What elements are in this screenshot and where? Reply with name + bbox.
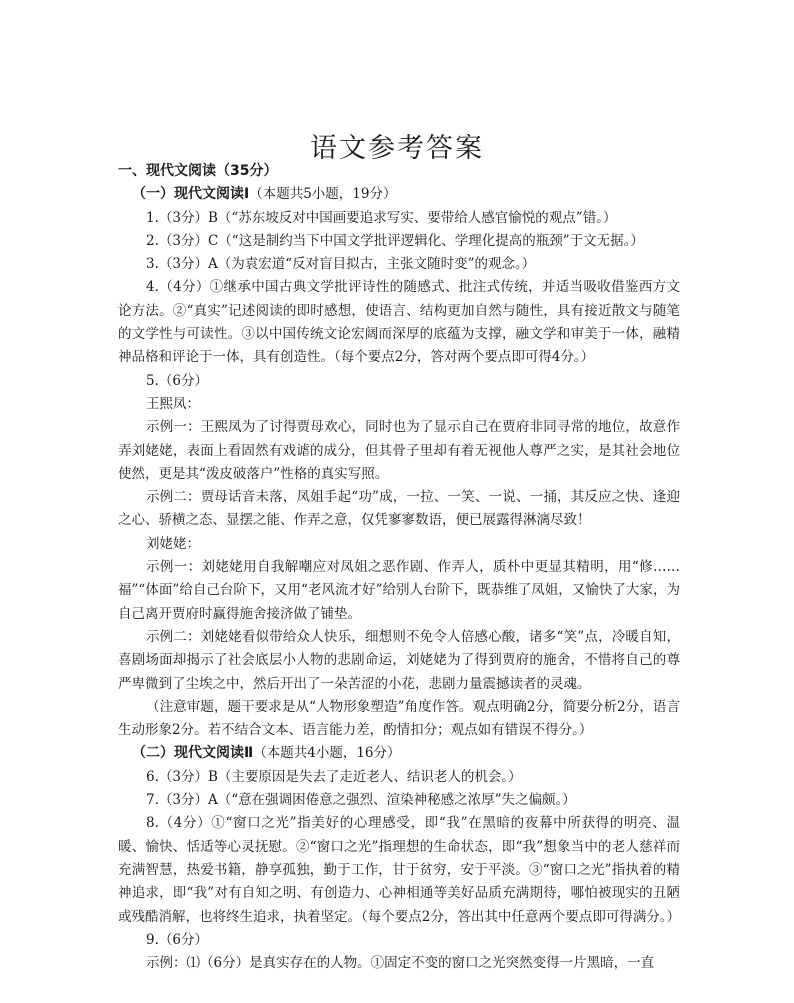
section-heading: 一、现代文阅读（35分） <box>118 163 278 179</box>
character-label-liu: 刘姥姥： <box>146 535 200 552</box>
subsection-heading-1 <box>118 183 680 206</box>
character-label-wang: 王熙凤： <box>146 395 200 412</box>
answer-2: 2.（3分）C（“这是制约当下中国文学批评逻辑化、学理化提高的瓶颈”于文无据。） <box>146 232 644 249</box>
example-wang-1: 示例一：王熙凤为了讨得贾母欢心，同时也为了显示自己在贾府非同寻常的地位，故意作弄刘姥姥，表面上看固然有戏谑的成分，但其骨子里却有着无视他人尊严之实，是其社会地位使然，更是其“泼皮破落户”性格的真实写照。 <box>118 419 680 482</box>
example-9: 示例：⑴（6分）是真实存在的人物。①固定不变的窗口之光突然变得一片黑暗，一直 <box>146 955 655 972</box>
answer-4: 4.（4分）①继承中国古典文学批评诗性的随感式、批注式传统，并适当吸收借鉴西方文论方法。②“真实”记述阅读的即时感想，使语言、结构更加自然与随性，具有接近散文与随笔的文学性与可读性。③以中国传统文论宏阔而深厚的底蕴为支撑，融文学和审美于一体，融精神品格和评论于一体，具有创造性。（每个要点2分，答对两个要点即可得4分。） <box>118 279 680 366</box>
subsection-title: （一）现代文阅读Ⅰ <box>132 186 250 203</box>
scoring-note: （注意审题，题干要求是从“人物形象塑造”角度作答。观点明确2分，简要分析2分，语言生动形象2分。若不结合文本、语言能力差，酌情扣分；观点如有错误不得分。） <box>118 698 680 739</box>
answer-7: 7.（3分）A（“意在强调困倦意之强烈、渲染神秘感之浓厚”失之偏颇。） <box>146 792 576 809</box>
subsection-heading-2 <box>118 742 680 765</box>
answer-5: 5.（6分） <box>146 372 208 389</box>
document-body <box>118 160 680 975</box>
subsection-note: （本题共4小题，16分） <box>253 745 401 762</box>
answer-6: 6.（3分）B（主要原因是失去了走近老人、结识老人的机会。） <box>146 768 522 785</box>
example-wang-2: 示例二：贾母话音未落，凤姐手起“功”成，一拉、一笑、一说、一捅，其反应之快、逢迎之心、骄横之态、显摆之能、作弄之意，仅凭寥寥数语，便已展露得淋漓尽致！ <box>118 489 680 529</box>
subsection-title: （二）现代文阅读Ⅱ <box>132 745 254 762</box>
page-title: 语文参考答案 <box>310 133 484 164</box>
answer-9: 9.（6分） <box>146 931 208 948</box>
answer-1: 1.（3分）B（“苏东坡反对中国画要追求写实、要带给人感官愉悦的观点”错。） <box>146 209 617 226</box>
subsection-note: （本题共5小题，19分） <box>249 186 397 203</box>
answer-3: 3.（3分）A（为袁宏道“反对盲目拟古，主张文随时变”的观念。） <box>146 256 536 273</box>
answer-8: 8.（4分）①“窗口之光”指美好的心理感受，即“我”在黑暗的夜幕中所获得的明亮、温暖、愉快、恬适等心灵抚慰。②“窗口之光”指理想的生命状态，即“我”想象当中的老人慈祥而充满智慧，热爱书籍，静享孤独，勤于工作，甘于贫穷，安于平淡。③“窗口之光”指执着的精神追求，即“我”对有自知之明、有创造力、心神相通等美好品质充满期待，哪怕被现实的丑陋或残酷消解，也将终生追求，执着坚定。（每个要点2分，答出其中任意两个要点即可得满分。） <box>118 815 681 925</box>
example-liu-1: 示例一：刘姥姥用自我解嘲应对凤姐之恶作剧、作弄人，质朴中更显其精明，用“修……福”“体面”给自己台阶下，又用“老风流才好”给别人台阶下，既恭维了凤姐，又愉快了大家，为自己离开贾府时赢得施舍接济做了铺垫。 <box>118 559 680 622</box>
example-liu-2: 示例二：刘姥姥看似带给众人快乐，细想则不免令人倍感心酸，诸多“笑”点，冷暖自知，喜剧场面却揭示了社会底层小人物的悲剧命运，刘姥姥为了得到贾府的施舍，不惜将自己的尊严卑微到了尘埃之中，然后开出了一朵苦涩的小花，悲剧力量震撼读者的灵魂。 <box>118 628 680 692</box>
